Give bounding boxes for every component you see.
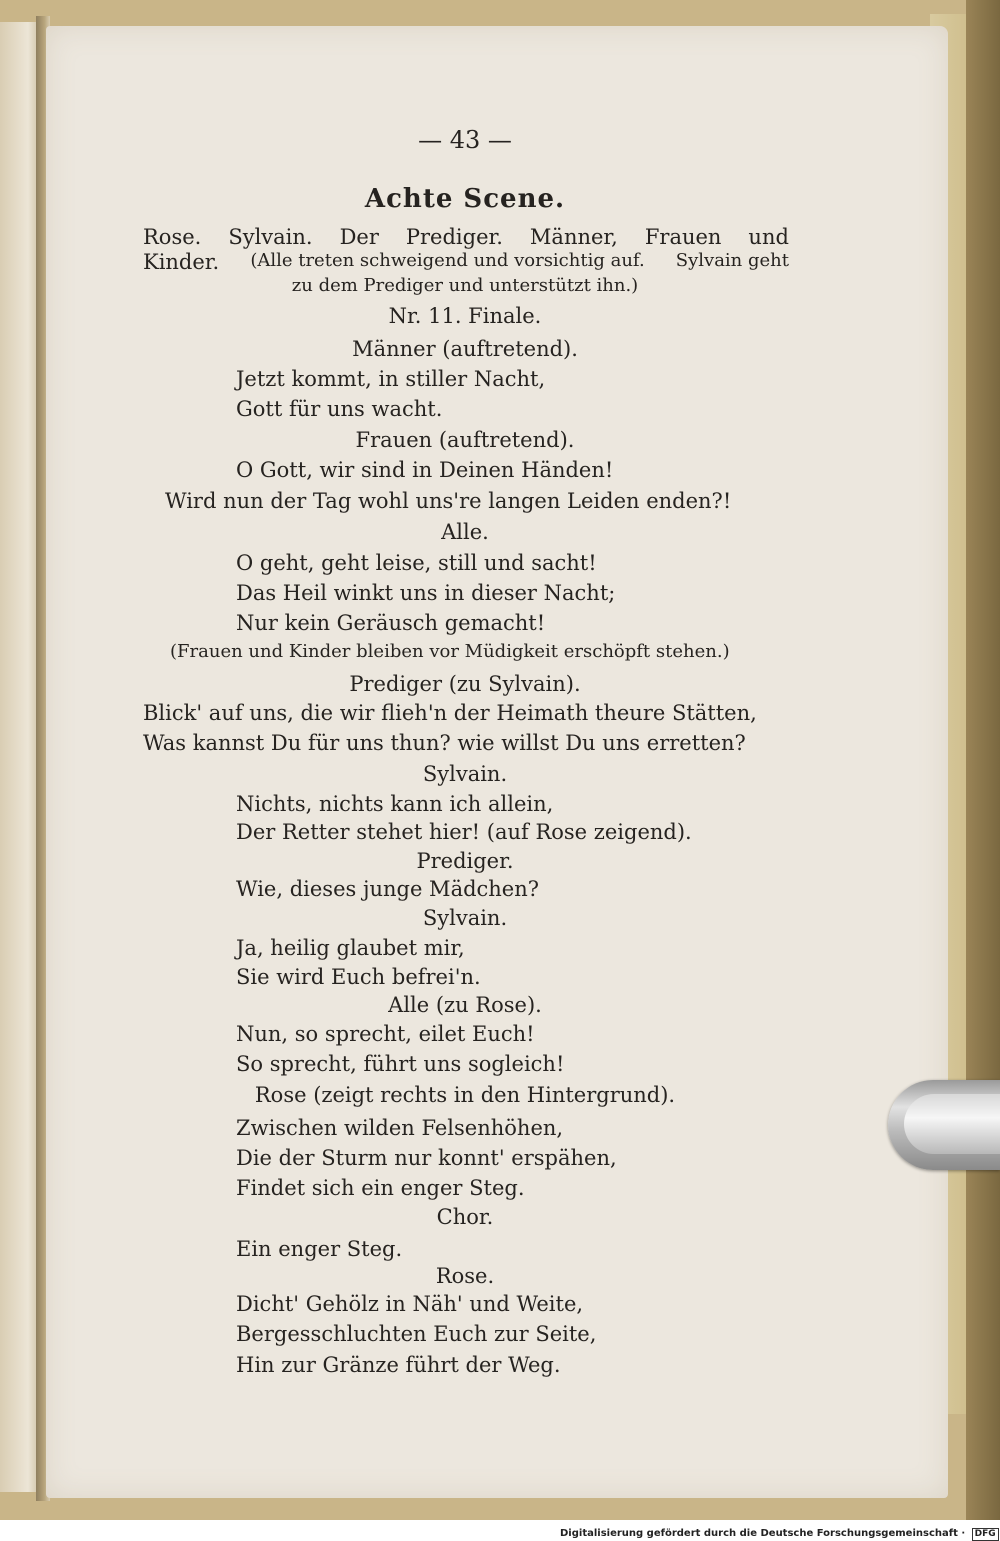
speaker: Männer (auftretend). <box>352 337 578 361</box>
verse-line: Wird nun der Tag wohl uns're langen Leiden enden?! <box>165 489 732 513</box>
verse-line: Nur kein Geräusch gemacht! <box>236 611 546 635</box>
speaker: Rose (zeigt rechts in den Hintergrund). <box>254 1083 676 1107</box>
verse-line: O Gott, wir sind in Deinen Händen! <box>236 458 614 482</box>
cast-word: Männer, <box>529 225 618 249</box>
stage-direction: (Alle treten schweigend und vorsichtig auf. <box>250 250 645 271</box>
scene-title: Achte Scene. <box>364 184 566 214</box>
verse-line: Was kannst Du für uns thun? wie willst Du uns erretten? <box>143 731 746 755</box>
verse-line: Dicht' Gehölz in Näh' und Weite, <box>236 1292 584 1316</box>
cast-word: Sylvain. <box>228 225 313 249</box>
number-heading: Nr. 11. Finale. <box>388 304 542 328</box>
verse-line: So sprecht, führt uns sogleich! <box>236 1052 565 1076</box>
speaker: Sylvain. <box>422 762 508 786</box>
verse-line: Wie, dieses junge Mädchen? <box>236 877 540 901</box>
verse-line: Nun, so sprecht, eilet Euch! <box>236 1022 535 1046</box>
cast-line-2 <box>143 252 789 273</box>
verse-line: Blick' auf uns, die wir flieh'n der Heimath theure Stätten, <box>143 701 757 725</box>
speaker: Sylvain. <box>422 906 508 930</box>
stage-direction: (Frauen und Kinder bleiben vor Müdigkeit erschöpft stehen.) <box>170 641 730 662</box>
speaker: Prediger. <box>416 849 514 873</box>
speaker: Alle. <box>441 520 489 544</box>
speaker: Frauen (auftretend). <box>355 428 575 452</box>
page-number: — 43 — <box>418 126 512 154</box>
cast-word: Rose. <box>143 225 202 249</box>
cast-word: Frauen <box>644 225 722 249</box>
verse-line: Jetzt kommt, in stiller Nacht, <box>236 367 546 391</box>
speaker: Prediger (zu Sylvain). <box>349 672 581 696</box>
cast-word: Kinder. <box>143 250 220 274</box>
speaker: Chor. <box>436 1205 494 1229</box>
cast-line-3: zu dem Prediger und unterstützt ihn.) <box>291 275 639 296</box>
paper-clip-highlight <box>904 1094 1000 1154</box>
verse-line: O geht, geht leise, still und sacht! <box>236 551 597 575</box>
cast-word: Prediger. <box>405 225 503 249</box>
verse-line: Der Retter stehet hier! (auf Rose zeigend). <box>236 820 692 844</box>
cast-word: und <box>748 225 789 249</box>
footer-text: Digitalisierung gefördert durch die Deutsche Forschungsgemeinschaft · <box>560 1528 966 1539</box>
verse-line: Sie wird Euch befrei'n. <box>236 965 481 989</box>
cast-word: Der <box>339 225 379 249</box>
verse-line: Bergesschluchten Euch zur Seite, <box>236 1322 597 1346</box>
footer-credit <box>560 1528 996 1541</box>
verse-line: Das Heil winkt uns in dieser Nacht; <box>236 581 616 605</box>
verse-line: Nichts, nichts kann ich allein, <box>236 792 554 816</box>
verse-line: Ein enger Steg. <box>236 1237 403 1261</box>
dfg-logo: DFG <box>972 1528 999 1541</box>
stage-direction: Sylvain geht <box>675 250 789 271</box>
verse-line: Findet sich ein enger Steg. <box>236 1176 525 1200</box>
verse-line: Zwischen wilden Felsenhöhen, <box>236 1116 564 1140</box>
verse-line: Gott für uns wacht. <box>236 397 443 421</box>
verse-line: Hin zur Gränze führt der Weg. <box>236 1353 561 1377</box>
speaker: Alle (zu Rose). <box>388 993 542 1017</box>
speaker: Rose. <box>435 1264 495 1288</box>
verse-line: Ja, heilig glaubet mir, <box>236 936 465 960</box>
cast-line-1 <box>143 227 789 248</box>
verse-line: Die der Sturm nur konnt' erspähen, <box>236 1146 617 1170</box>
